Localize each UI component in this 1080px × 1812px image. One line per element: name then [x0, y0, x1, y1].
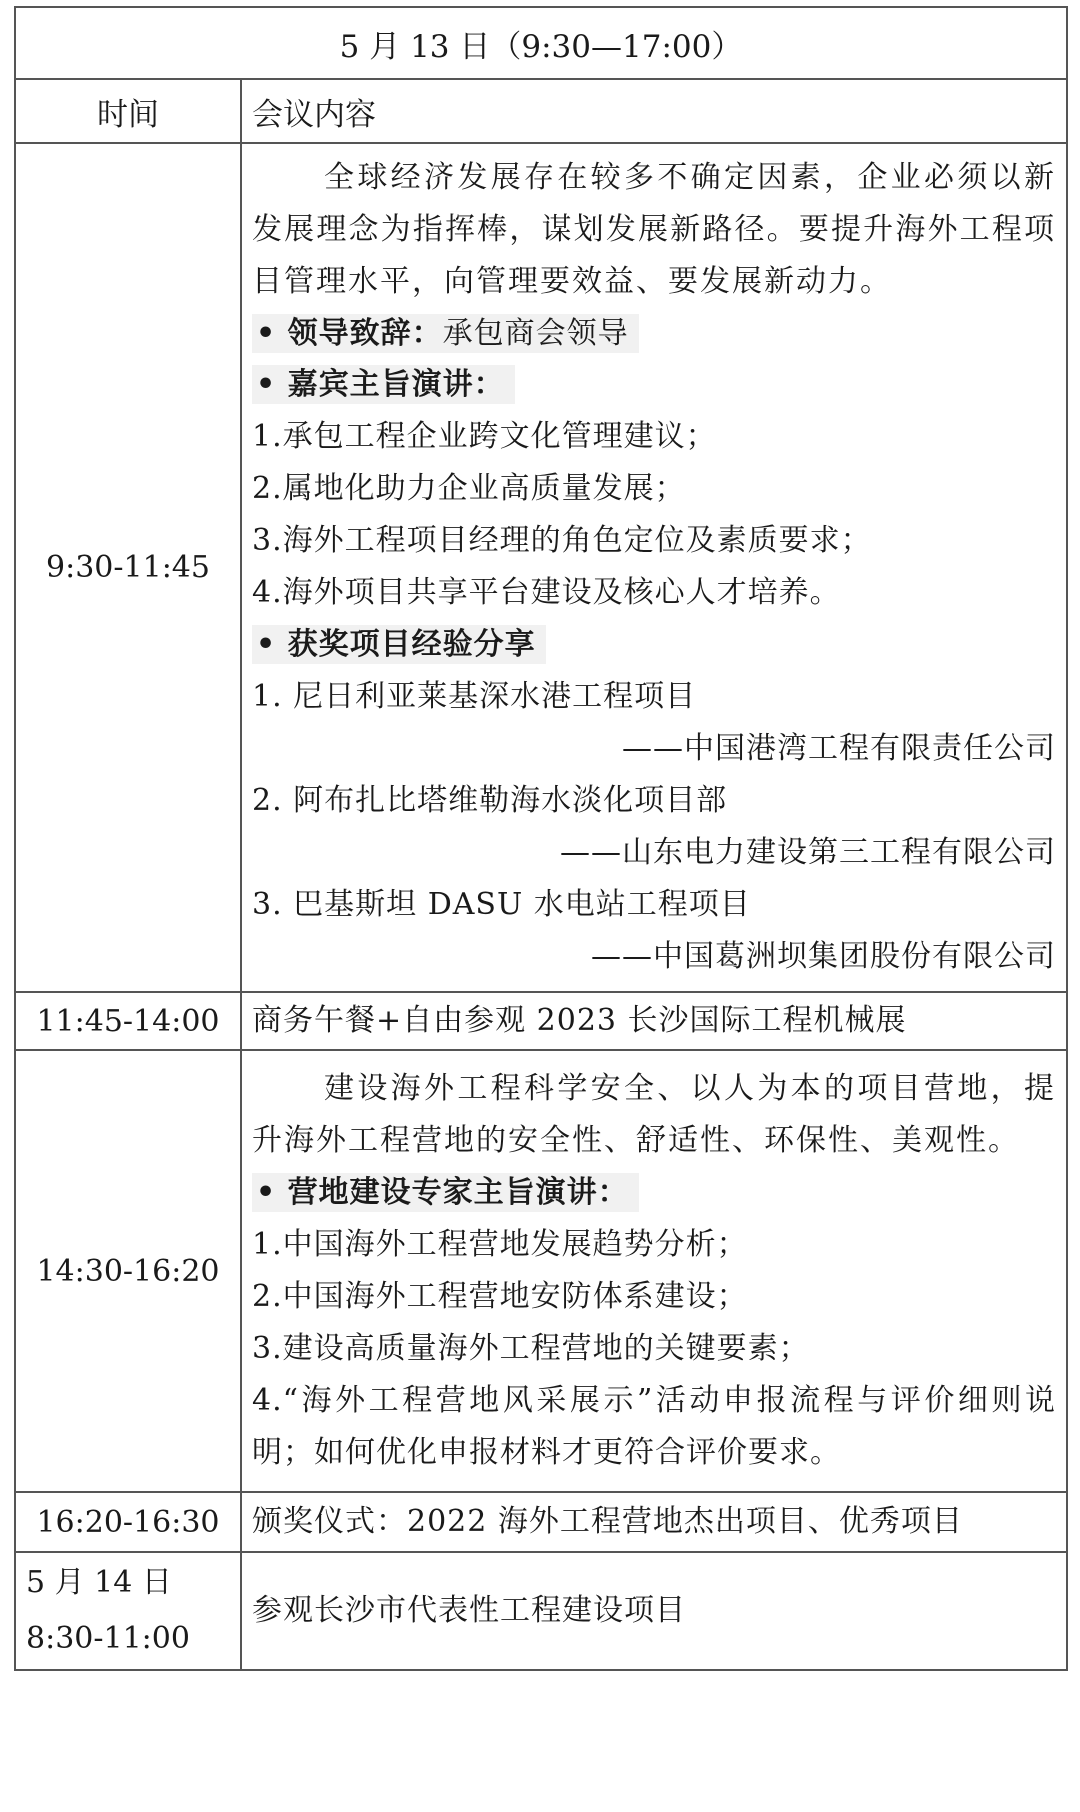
bullet-value: 承包商会领导	[442, 316, 629, 351]
list-item: 2.中国海外工程营地安防体系建设；	[252, 1279, 748, 1314]
column-header-row	[15, 79, 1067, 143]
list-item: 3.建设高质量海外工程营地的关键要素；	[252, 1331, 810, 1366]
bullet-camp-keynote	[252, 1168, 1056, 1218]
session-date: 5 月 14 日	[26, 1565, 172, 1600]
session-content	[241, 1050, 1067, 1492]
case-company: ——中国港湾工程有限责任公司	[622, 731, 1056, 766]
session-intro: 建设海外工程科学安全、以人为本的项目营地，提升海外工程营地的安全性、舒适性、环保性、美观性。	[252, 1071, 1056, 1158]
list-item: 4.“海外工程营地风采展示”活动申报流程与评价细则说明；如何优化申报材料才更符合评价要求。	[252, 1383, 1056, 1470]
table-row	[15, 1552, 1067, 1670]
list-item: 2.属地化助力企业高质量发展；	[252, 471, 686, 506]
case-project: 2. 阿布扎比塔维勒海水淡化项目部	[252, 783, 728, 818]
bullet-label: • 领导致辞：	[256, 316, 443, 351]
session-time: 14:30-16:20	[15, 1050, 241, 1492]
session-intro: 全球经济发展存在较多不确定因素，企业必须以新发展理念为指挥棒，谋划发展新路径。要提升海外工程项目管理水平，向管理要效益、要发展新动力。	[252, 160, 1056, 299]
session-content	[241, 143, 1067, 992]
date-header-row	[15, 7, 1067, 79]
list-item: 1.中国海外工程营地发展趋势分析；	[252, 1227, 748, 1262]
date-header: 5 月 13 日（9:30—17:00）	[15, 7, 1067, 79]
session-time: 11:45-14:00	[15, 992, 241, 1050]
case-company: ——山东电力建设第三工程有限公司	[560, 835, 1056, 870]
bullet-keynote	[252, 360, 1056, 410]
session-content: 颁奖仪式：2022 海外工程营地杰出项目、优秀项目	[241, 1492, 1067, 1552]
content-column-header: 会议内容	[241, 79, 1067, 143]
agenda-table	[14, 6, 1068, 1671]
bullet-label: • 营地建设专家主旨演讲：	[252, 1173, 639, 1212]
list-item: 1.承包工程企业跨文化管理建议；	[252, 419, 717, 454]
table-row	[15, 992, 1067, 1050]
case-project: 3. 巴基斯坦 DASU 水电站工程项目	[252, 887, 751, 922]
session-time: 9:30-11:45	[15, 143, 241, 992]
table-row	[15, 143, 1067, 992]
bullet-award-sharing	[252, 620, 1056, 670]
case-project: 1. 尼日利亚莱基深水港工程项目	[252, 679, 697, 714]
session-time-range: 8:30-11:00	[26, 1621, 190, 1656]
session-content: 参观长沙市代表性工程建设项目	[241, 1552, 1067, 1670]
list-item: 4.海外项目共享平台建设及核心人才培养。	[252, 575, 841, 610]
case-company: ——中国葛洲坝集团股份有限公司	[591, 939, 1056, 974]
bullet-label: • 获奖项目经验分享	[252, 625, 546, 664]
table-row	[15, 1050, 1067, 1492]
session-time: 16:20-16:30	[15, 1492, 241, 1552]
bullet-leader-speech	[252, 309, 1056, 359]
list-item: 3.海外工程项目经理的角色定位及素质要求；	[252, 523, 872, 558]
table-row	[15, 1492, 1067, 1552]
time-column-header: 时间	[15, 79, 241, 143]
bullet-label: • 嘉宾主旨演讲：	[252, 365, 515, 404]
session-time	[15, 1552, 241, 1670]
session-content: 商务午餐+自由参观 2023 长沙国际工程机械展	[241, 992, 1067, 1050]
